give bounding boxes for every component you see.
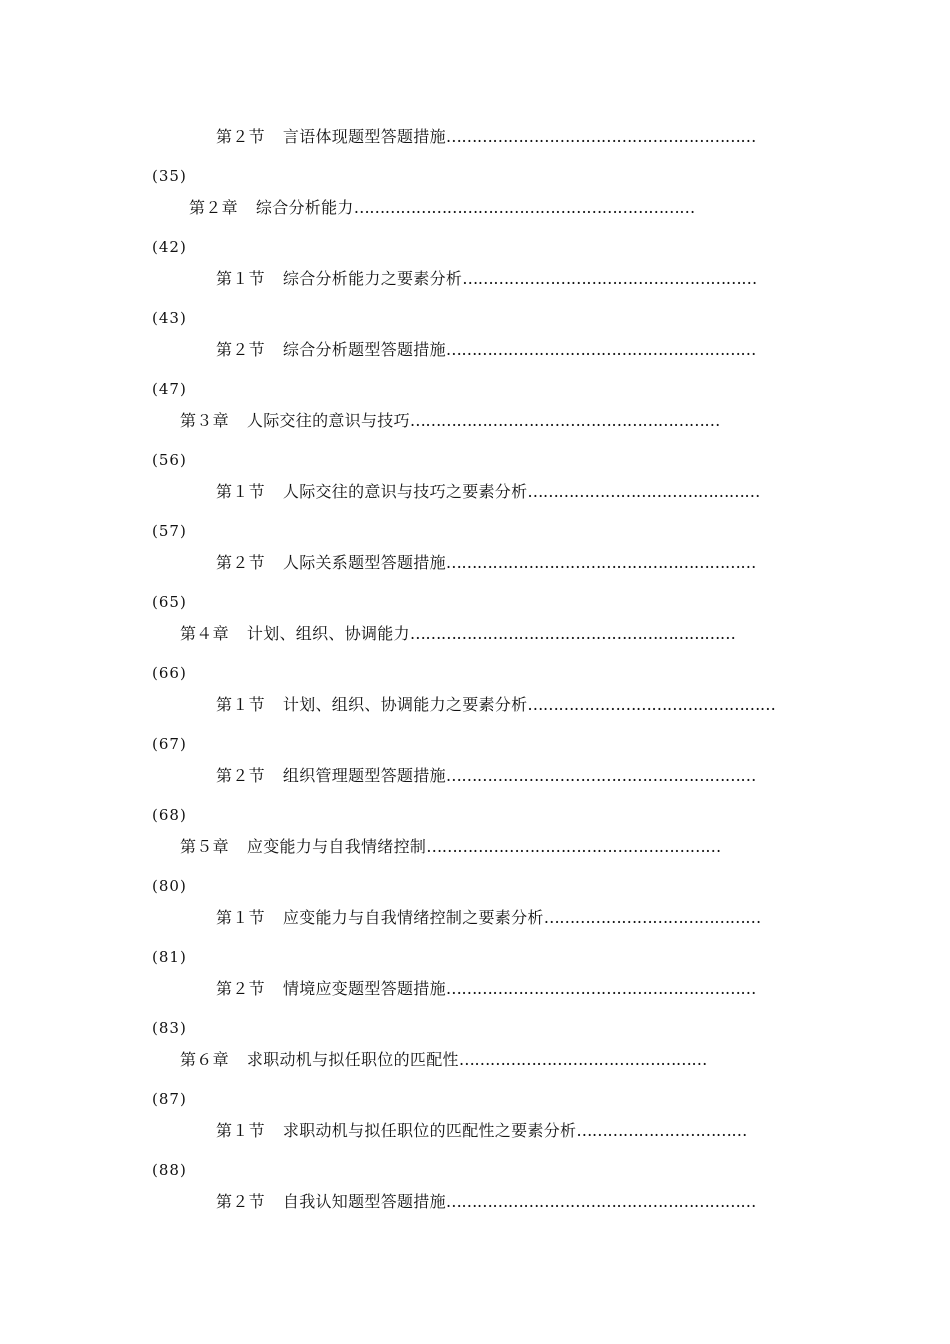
toc-dot-leader: …………………………………………………… xyxy=(445,553,756,572)
toc-entry-number: 第２节 xyxy=(216,340,265,359)
toc-entry[interactable] xyxy=(189,197,769,219)
toc-entry-number: 第２节 xyxy=(216,1192,265,1211)
toc-page-number: (67) xyxy=(152,735,187,753)
toc-page-number: (68) xyxy=(152,806,187,824)
toc-entry-title: 情境应变题型答题措施 xyxy=(282,979,446,998)
toc-dot-leader: ……………………………………………………… xyxy=(409,624,736,643)
toc-entry[interactable] xyxy=(216,268,792,290)
toc-entry-title: 求职动机与拟任职位的匹配性 xyxy=(246,1050,459,1069)
toc-entry-number: 第２节 xyxy=(216,127,265,146)
toc-entry-number: 第１节 xyxy=(216,482,265,501)
toc-entry[interactable] xyxy=(216,978,792,1000)
toc-entry-number: 第３章 xyxy=(180,411,229,430)
toc-dot-leader: …………………………………………………… xyxy=(445,979,756,998)
toc-dot-leader: ………………………………………………………… xyxy=(353,198,695,217)
toc-dot-leader: …………………………… xyxy=(576,1121,747,1140)
toc-entry-title: 计划、组织、协调能力之要素分析 xyxy=(282,695,528,714)
toc-entry-title: 综合分析能力 xyxy=(255,198,354,217)
toc-page-number: (80) xyxy=(152,877,187,895)
toc-entry[interactable] xyxy=(216,765,792,787)
toc-entry-number: 第１节 xyxy=(216,908,265,927)
toc-dot-leader: …………………………………………………… xyxy=(445,127,756,146)
toc-page-number: (87) xyxy=(152,1090,187,1108)
toc-entry[interactable] xyxy=(216,694,792,716)
toc-entry-title: 求职动机与拟任职位的匹配性之要素分析 xyxy=(282,1121,577,1140)
toc-entry-number: 第１节 xyxy=(216,1121,265,1140)
toc-entry-number: 第２节 xyxy=(216,979,265,998)
toc-page-number: (43) xyxy=(152,309,187,327)
toc-page-number: (88) xyxy=(152,1161,187,1179)
toc-entry-title: 言语体现题型答题措施 xyxy=(282,127,446,146)
toc-entry[interactable] xyxy=(216,1191,792,1213)
toc-entry-title: 人际交往的意识与技巧 xyxy=(246,411,410,430)
toc-page-number: (42) xyxy=(152,238,187,256)
toc-entry-title: 综合分析能力之要素分析 xyxy=(282,269,463,288)
toc-entry-number: 第６章 xyxy=(180,1050,229,1069)
toc-entry[interactable] xyxy=(216,907,792,929)
toc-entry-title: 应变能力与自我情绪控制 xyxy=(246,837,427,856)
toc-page-number: (81) xyxy=(152,948,187,966)
toc-entry[interactable] xyxy=(216,481,792,503)
toc-entry-title: 计划、组织、协调能力 xyxy=(246,624,410,643)
toc-entry-number: 第２节 xyxy=(216,766,265,785)
toc-entry-title: 人际关系题型答题措施 xyxy=(282,553,446,572)
toc-dot-leader: …………………………………… xyxy=(543,908,761,927)
toc-dot-leader: ……………………………………… xyxy=(527,482,760,501)
toc-entry-number: 第４章 xyxy=(180,624,229,643)
toc-entry[interactable] xyxy=(216,1120,792,1142)
toc-entry-number: 第１节 xyxy=(216,269,265,288)
toc-page-number: (47) xyxy=(152,380,187,398)
toc-dot-leader: ………………………………………… xyxy=(527,695,776,714)
toc-entry[interactable] xyxy=(216,126,792,148)
toc-dot-leader: ………………………………………………… xyxy=(426,837,721,856)
toc-entry-title: 人际交往的意识与技巧之要素分析 xyxy=(282,482,528,501)
toc-page-number: (83) xyxy=(152,1019,187,1037)
toc-entry-number: 第２节 xyxy=(216,553,265,572)
toc-page-number: (57) xyxy=(152,522,187,540)
toc-dot-leader: …………………………………………………… xyxy=(445,340,756,359)
toc-entry-number: 第１节 xyxy=(216,695,265,714)
toc-page-number: (35) xyxy=(152,167,187,185)
toc-entry[interactable] xyxy=(180,1049,792,1071)
toc-entry-title: 自我认知题型答题措施 xyxy=(282,1192,446,1211)
toc-dot-leader: ………………………………………… xyxy=(458,1050,707,1069)
toc-entry-title: 综合分析题型答题措施 xyxy=(282,340,446,359)
toc-entry[interactable] xyxy=(180,410,792,432)
toc-dot-leader: …………………………………………………… xyxy=(445,1192,756,1211)
toc-entry[interactable] xyxy=(180,836,792,858)
toc-entry-title: 应变能力与自我情绪控制之要素分析 xyxy=(282,908,544,927)
toc-entry-title: 组织管理题型答题措施 xyxy=(282,766,446,785)
toc-dot-leader: …………………………………………………… xyxy=(409,411,720,430)
toc-dot-leader: …………………………………………………… xyxy=(445,766,756,785)
toc-entry-number: 第２章 xyxy=(189,198,238,217)
toc-entry[interactable] xyxy=(180,623,792,645)
toc-dot-leader: ………………………………………………… xyxy=(462,269,757,288)
toc-page-number: (56) xyxy=(152,451,187,469)
toc-page-number: (65) xyxy=(152,593,187,611)
toc-entry-number: 第５章 xyxy=(180,837,229,856)
toc-entry[interactable] xyxy=(216,552,792,574)
toc-page-number: (66) xyxy=(152,664,187,682)
toc-entry[interactable] xyxy=(216,339,792,361)
